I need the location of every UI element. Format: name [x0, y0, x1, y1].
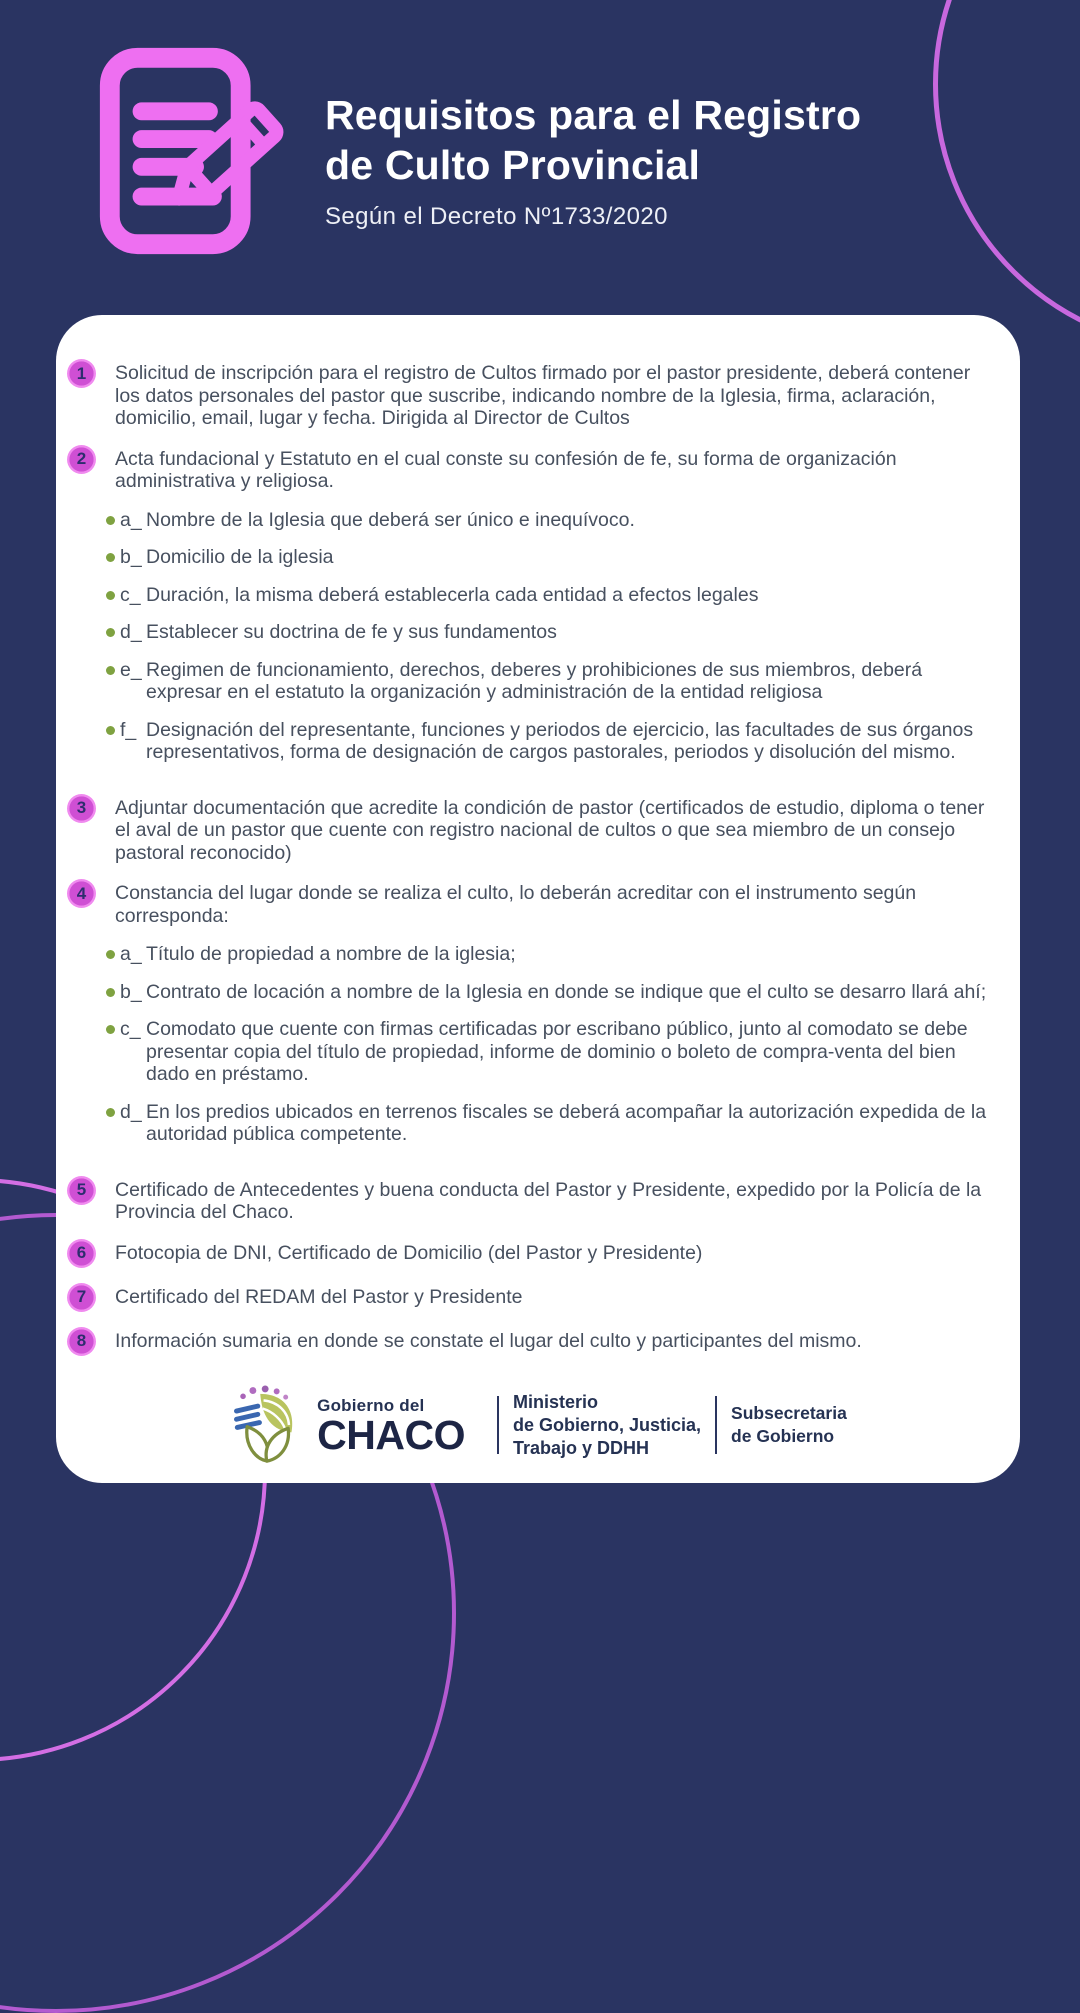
item-number-badge: 1 — [67, 359, 96, 388]
subitem-letter: d_ — [120, 621, 142, 643]
sub-item — [106, 1101, 994, 1146]
subitem-text: Nombre de la Iglesia que deberá ser único e inequívoco. — [146, 508, 635, 531]
subitem-text: Duración, la misma deberá establecerla cada entidad a efectos legales — [146, 583, 759, 606]
item-number-badge: 7 — [67, 1283, 96, 1312]
requirement-item — [67, 448, 994, 779]
item-body — [115, 1286, 994, 1312]
subsecretary-line2: de Gobierno — [731, 1426, 835, 1446]
item-number-badge: 4 — [67, 879, 96, 908]
bullet-dot-icon — [106, 1025, 115, 1034]
sub-item — [106, 981, 994, 1004]
item-text: Acta fundacional y Estatuto en el cual conste su confesión de fe, su forma de organización administrativa y religiosa. — [115, 447, 897, 492]
item-text: Solicitud de inscripción para el registro de Cultos firmado por el pastor presidente, deberá contener los datos personales del pastor que suscribe, indicando nombre de la Iglesia, firma, aclaración, domicilio, email, lugar y fecha. Dirigida al Director de Cultos — [115, 362, 971, 429]
item-number-badge: 2 — [67, 445, 96, 474]
item-text: Fotocopia de DNI, Certificado de Domicilio (del Pastor y Presidente) — [115, 1241, 703, 1264]
subitem-letter: c_ — [120, 583, 141, 606]
page-title-line2: de Culto Provincial — [325, 142, 701, 188]
subitem-letter: f_ — [120, 718, 137, 741]
sub-item — [106, 943, 994, 966]
subitem-text: Comodato que cuente con firmas certificadas por escribano público, junto al comodato se debe presentar copia del título de propiedad, informe de dominio o boleto de compra-venta del bien dado en préstamo. — [146, 1018, 968, 1085]
item-number-badge: 8 — [67, 1327, 96, 1356]
sub-item — [106, 1018, 994, 1086]
item-text: Certificado del REDAM del Pastor y Presidente — [115, 1285, 523, 1308]
item-text: Certificado de Antecedentes y buena conducta del Pastor y Presidente, expedido por la Policía de la Provincia del Chaco. — [115, 1178, 982, 1223]
subitem-text: Título de propiedad a nombre de la iglesia; — [146, 943, 516, 965]
subitem-letter: a_ — [120, 943, 142, 965]
item-text: Adjuntar documentación que acredite la condición de pastor (certificados de estudio, diploma o tener el aval de un pastor que cuente con registro nacional de cultos o que sea miembro de un consejo pastoral reconocido) — [115, 796, 985, 864]
document-pencil-icon — [90, 36, 312, 264]
subitem-text: Designación del representante, funciones y periodos de ejercicio, las facultades de sus órganos representativos, forma de designación de cargos pastorales, periodos y disolución del mismo. — [146, 718, 974, 763]
item-text: Información sumaria en donde se constate el lugar del culto y participantes del mismo. — [115, 1329, 862, 1352]
requirements-card — [56, 315, 1020, 1483]
requirement-item — [67, 797, 994, 865]
subitem-letter: e_ — [120, 658, 142, 681]
sub-item — [106, 584, 994, 607]
chaco-label: CHACO — [317, 1412, 465, 1458]
requirement-item — [67, 1286, 994, 1312]
bullet-dot-icon — [106, 516, 115, 525]
page-title-line1: Requisitos para el Registro — [325, 92, 862, 138]
item-body — [115, 1330, 994, 1356]
bullet-dot-icon — [106, 726, 115, 735]
subitems — [106, 943, 994, 1146]
subitem-letter: a_ — [120, 508, 142, 531]
sub-item — [106, 509, 994, 532]
subitem-text: Regimen de funcionamiento, derechos, deberes y prohibiciones de sus miembros, deberá expresar en el estatuto la organización y administración de la entidad religiosa — [146, 658, 923, 703]
requirement-item — [67, 1330, 994, 1356]
chaco-government-emblem-icon — [229, 1384, 303, 1466]
requirement-item — [67, 1242, 994, 1268]
subitems — [106, 509, 994, 764]
ministry-line2: de Gobierno, Justicia, — [513, 1414, 702, 1435]
subitem-text: En los predios ubicados en terrenos fiscales se deberá acompañar la autorización expedida de la autoridad pública competente. — [146, 1100, 987, 1145]
ministry-line1: Ministerio — [513, 1391, 599, 1412]
item-number-badge: 5 — [67, 1176, 96, 1205]
footer — [56, 1384, 1020, 1466]
gobierno-del-chaco-logo — [317, 1396, 465, 1458]
item-body — [115, 448, 994, 779]
gobierno-del-label: Gobierno del — [317, 1396, 425, 1415]
requirement-item — [67, 362, 994, 430]
item-text: Constancia del lugar donde se realiza el culto, lo deberán acreditar con el instrumento según corresponda: — [115, 882, 917, 927]
decorative-circle-top-right — [933, 0, 1080, 351]
subitem-letter: b_ — [120, 980, 142, 1003]
footer-divider — [715, 1396, 717, 1454]
footer-divider — [497, 1396, 499, 1454]
sub-item — [106, 719, 994, 764]
item-body — [115, 797, 994, 865]
subitem-letter: c_ — [120, 1018, 141, 1040]
item-body — [115, 362, 994, 430]
bullet-dot-icon — [106, 553, 115, 562]
bullet-dot-icon — [106, 628, 115, 637]
subsecretary-line1: Subsecretaria — [731, 1403, 847, 1423]
page-subtitle: Según el Decreto Nº1733/2020 — [325, 203, 668, 230]
requirement-item — [67, 882, 994, 1161]
ministry-label — [513, 1391, 701, 1460]
header — [325, 90, 861, 231]
bullet-dot-icon — [106, 666, 115, 675]
item-body — [115, 1179, 994, 1224]
subitem-letter: b_ — [120, 546, 142, 568]
subitem-letter: d_ — [120, 1100, 142, 1123]
bullet-dot-icon — [106, 591, 115, 600]
requirement-item — [67, 1179, 994, 1224]
item-body — [115, 1242, 994, 1268]
page-title — [325, 90, 861, 190]
bullet-dot-icon — [106, 1108, 115, 1117]
bullet-dot-icon — [106, 988, 115, 997]
item-body — [115, 882, 994, 1161]
item-number-badge: 3 — [67, 794, 96, 823]
subitem-text: Contrato de locación a nombre de la Iglesia en donde se indique que el culto se desarro llará ahí; — [146, 980, 987, 1003]
subsecretary-label — [731, 1402, 847, 1448]
subitem-text: Domicilio de la iglesia — [146, 546, 334, 568]
ministry-line3: Trabajo y DDHH — [513, 1437, 650, 1458]
bullet-dot-icon — [106, 950, 115, 959]
sub-item — [106, 621, 994, 644]
subitem-text: Establecer su doctrina de fe y sus fundamentos — [146, 621, 557, 643]
sub-item — [106, 659, 994, 704]
item-number-badge: 6 — [67, 1239, 96, 1268]
sub-item — [106, 546, 994, 569]
requirements-list — [67, 362, 994, 1356]
